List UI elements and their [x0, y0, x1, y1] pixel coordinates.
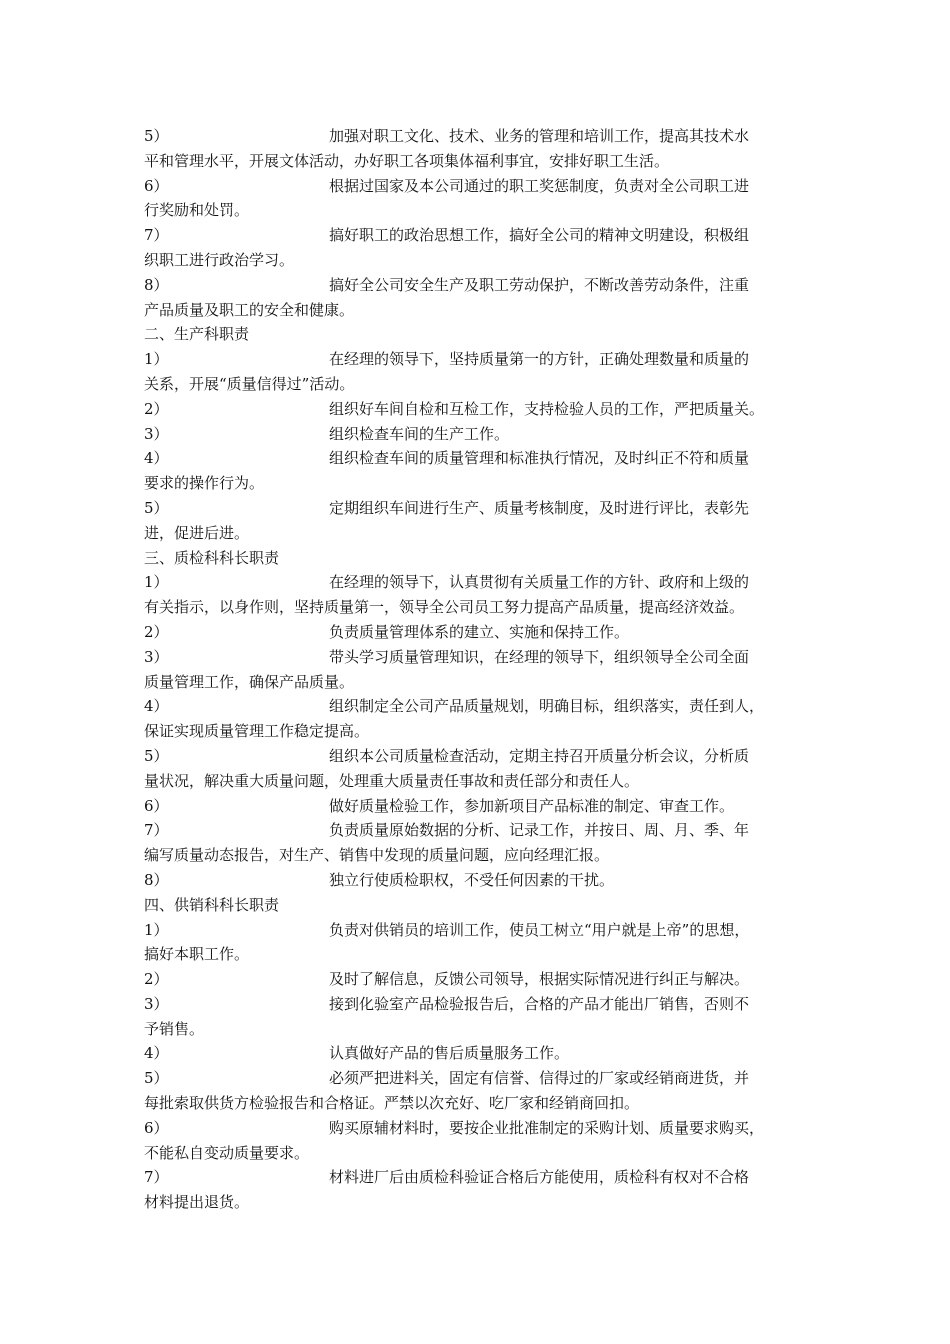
item-number: 7） [144, 226, 169, 245]
numbered-line [144, 124, 812, 149]
line-text: 予销售。 [144, 1019, 205, 1038]
line-text: 三、质检科科长职责 [144, 548, 280, 567]
line-text: 量状况，解决重大质量问题，处理重大质量责任事故和责任部分和责任人。 [144, 771, 640, 790]
text-line [144, 298, 812, 323]
item-number: 5） [144, 498, 169, 517]
line-text: 织职工进行政治学习。 [144, 250, 295, 269]
document-body [144, 124, 812, 1215]
item-number: 4） [144, 1044, 169, 1063]
item-number: 2） [144, 970, 169, 989]
numbered-line [144, 645, 812, 670]
numbered-line [144, 1116, 812, 1141]
line-text: 材料进厂后由质检科验证合格后方能使用，质检科有权对不合格 [329, 1168, 750, 1187]
text-line [144, 198, 812, 223]
item-number: 4） [144, 697, 169, 716]
line-text: 有关指示，以身作则，坚持质量第一，领导全公司员工努力提高产品质量，提高经济效益。 [144, 598, 745, 617]
numbered-line [144, 570, 812, 595]
item-number: 6） [144, 796, 169, 815]
line-text: 编写质量动态报告，对生产、销售中发现的质量问题，应向经理汇报。 [144, 846, 610, 865]
line-text: 负责对供销员的培训工作，使员工树立“用户就是上帝”的思想， [329, 920, 750, 939]
line-text: 负责质量原始数据的分析、记录工作，并按日、周、月、季、年 [329, 821, 750, 840]
line-text: 做好质量检验工作，参加新项目产品标准的制定、审查工作。 [329, 796, 735, 815]
item-number: 6） [144, 176, 169, 195]
numbered-line [144, 992, 812, 1017]
numbered-line [144, 223, 812, 248]
line-text: 加强对职工文化、技术、业务的管理和培训工作，提高其技术水 [329, 127, 750, 145]
numbered-line [144, 967, 812, 992]
line-text: 四、供销科科长职责 [144, 895, 280, 914]
item-number: 6） [144, 1118, 169, 1137]
text-line [144, 595, 812, 620]
item-number: 8） [144, 275, 169, 294]
numbered-line [144, 1041, 812, 1066]
line-text: 独立行使质检职权，不受任何因素的干扰。 [329, 870, 615, 889]
numbered-line [144, 744, 812, 769]
line-text: 搞好本职工作。 [144, 945, 250, 964]
text-line [144, 248, 812, 273]
item-number: 4） [144, 449, 169, 468]
line-text: 要求的操作行为。 [144, 474, 265, 493]
numbered-line [144, 918, 812, 943]
text-line [144, 1141, 812, 1166]
line-text: 每批索取供货方检验报告和合格证。严禁以次充好、吃厂家和经销商回扣。 [144, 1094, 640, 1113]
line-text: 带头学习质量管理知识，在经理的领导下，组织领导全公司全面 [329, 647, 750, 666]
item-number: 5） [144, 127, 169, 145]
item-number: 7） [144, 821, 169, 840]
line-text: 保证实现质量管理工作稳定提高。 [144, 722, 370, 741]
line-text: 负责质量管理体系的建立、实施和保持工作。 [329, 622, 630, 641]
line-text: 在经理的领导下，坚持质量第一的方针，正确处理数量和质量的 [329, 350, 750, 369]
numbered-line [144, 1066, 812, 1091]
text-line [144, 322, 812, 347]
line-text: 行奖励和处罚。 [144, 201, 250, 220]
line-text: 在经理的领导下，认真贯彻有关质量工作的方针、政府和上级的 [329, 573, 750, 592]
text-line [144, 546, 812, 571]
line-text: 搞好全公司安全生产及职工劳动保护，不断改善劳动条件，注重 [329, 275, 750, 294]
line-text: 组织检查车间的质量管理和标准执行情况，及时纠正不符和质量 [329, 449, 750, 468]
item-number: 1） [144, 920, 169, 939]
line-text: 及时了解信息，反馈公司领导，根据实际情况进行纠正与解决。 [329, 970, 750, 989]
item-number: 2） [144, 622, 169, 641]
text-line [144, 769, 812, 794]
numbered-line [144, 794, 812, 819]
numbered-line [144, 174, 812, 199]
text-line [144, 719, 812, 744]
numbered-line [144, 446, 812, 471]
numbered-line [144, 422, 812, 447]
line-text: 关系，开展“质量信得过”活动。 [144, 374, 355, 393]
numbered-line [144, 818, 812, 843]
numbered-line [144, 397, 812, 422]
text-line [144, 149, 812, 174]
line-text: 定期组织车间进行生产、质量考核制度，及时进行评比，表彰先 [329, 498, 750, 517]
item-number: 1） [144, 350, 169, 369]
line-text: 组织检查车间的生产工作。 [329, 424, 510, 443]
line-text: 购买原辅材料时，要按企业批准制定的采购计划、质量要求购买， [329, 1118, 765, 1137]
numbered-line [144, 1165, 812, 1190]
line-text: 不能私自变动质量要求。 [144, 1143, 310, 1162]
numbered-line [144, 868, 812, 893]
text-line [144, 942, 812, 967]
item-number: 7） [144, 1168, 169, 1187]
line-text: 认真做好产品的售后质量服务工作。 [329, 1044, 570, 1063]
line-text: 进，促进后进。 [144, 523, 250, 542]
line-text: 必须严把进料关，固定有信誉、信得过的厂家或经销商进货，并 [329, 1069, 750, 1088]
line-text: 平和管理水平，开展文体活动，办好职工各项集体福利事宜，安排好职工生活。 [144, 151, 670, 170]
numbered-line [144, 620, 812, 645]
item-number: 5） [144, 746, 169, 765]
text-line [144, 670, 812, 695]
line-text: 质量管理工作，确保产品质量。 [144, 672, 355, 691]
line-text: 根据过国家及本公司通过的职工奖惩制度，负责对全公司职工进 [329, 176, 750, 195]
text-line [144, 1091, 812, 1116]
line-text: 材料提出退货。 [144, 1193, 250, 1212]
numbered-line [144, 347, 812, 372]
text-line [144, 521, 812, 546]
item-number: 3） [144, 424, 169, 443]
numbered-line [144, 273, 812, 298]
numbered-line [144, 694, 812, 719]
text-line [144, 1190, 812, 1215]
line-text: 组织本公司质量检查活动，定期主持召开质量分析会议，分析质 [329, 746, 750, 765]
item-number: 8） [144, 870, 169, 889]
numbered-line [144, 496, 812, 521]
item-number: 2） [144, 399, 169, 418]
item-number: 3） [144, 647, 169, 666]
item-number: 1） [144, 573, 169, 592]
text-line [144, 1017, 812, 1042]
item-number: 5） [144, 1069, 169, 1088]
text-line [144, 893, 812, 918]
line-text: 二、生产科职责 [144, 325, 250, 344]
text-line [144, 843, 812, 868]
line-text: 接到化验室产品检验报告后，合格的产品才能出厂销售，否则不 [329, 994, 750, 1013]
line-text: 组织制定全公司产品质量规划，明确目标，组织落实，责任到人， [329, 697, 765, 716]
text-line [144, 372, 812, 397]
line-text: 组织好车间自检和互检工作，支持检验人员的工作，严把质量关。 [329, 399, 765, 418]
text-line [144, 471, 812, 496]
line-text: 搞好职工的政治思想工作，搞好全公司的精神文明建设，积极组 [329, 226, 750, 245]
line-text: 产品质量及职工的安全和健康。 [144, 300, 355, 319]
item-number: 3） [144, 994, 169, 1013]
